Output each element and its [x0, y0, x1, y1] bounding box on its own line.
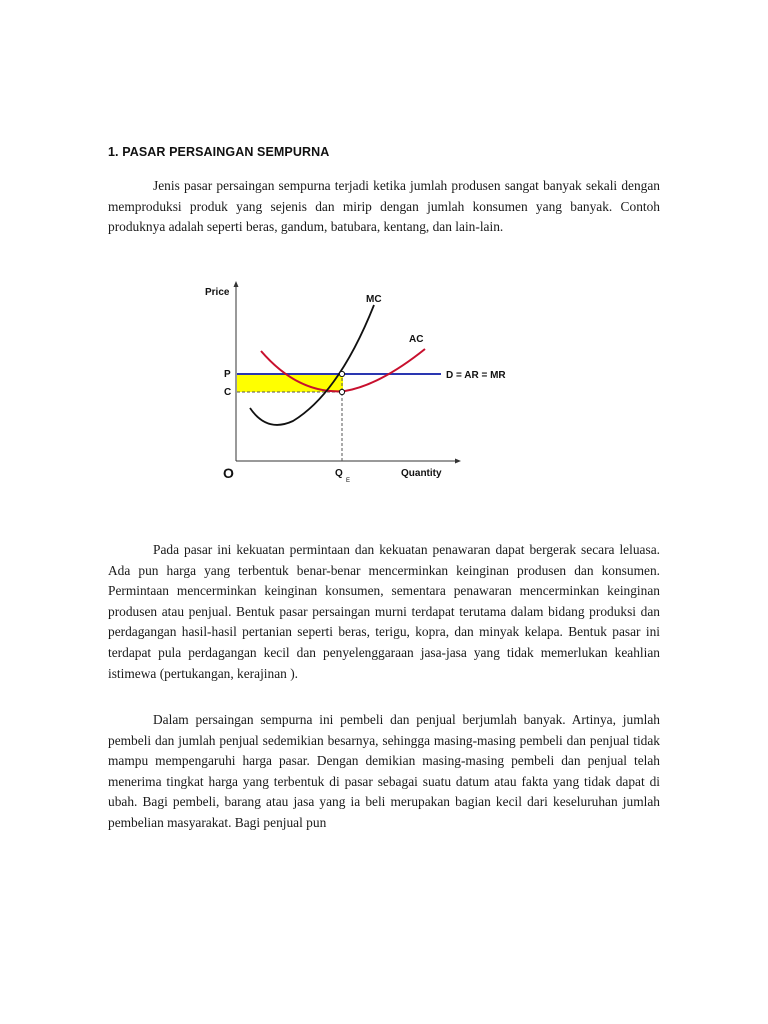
x-axis-arrow	[455, 459, 461, 464]
x-axis-label: Quantity	[401, 468, 442, 479]
y-axis-label: Price	[205, 287, 230, 298]
ac-label: AC	[409, 334, 424, 345]
demand-label: D = AR = MR	[446, 370, 506, 381]
origin-label: O	[223, 465, 234, 481]
mc-demand-point	[339, 371, 344, 376]
price-label: P	[224, 369, 231, 380]
cost-label: C	[224, 387, 232, 398]
ac-minimum-point	[339, 389, 344, 394]
quantity-subscript: E	[346, 478, 351, 484]
section-heading: 1. PASAR PERSAINGAN SEMPURNA	[108, 145, 330, 159]
mc-curve	[250, 305, 374, 425]
paragraph-intro: Jenis pasar persaingan sempurna terjadi ketika jumlah produsen sangat banyak sekali dengan memproduksi produk yang sejenis dan mirip dengan jumlah konsumen yang banyak. Contoh produknya adalah seperti beras, gandum, batubara, kentang, dan lain-lain.	[108, 178, 660, 235]
perfect-competition-diagram	[195, 275, 530, 490]
paragraph-buyers-sellers: Dalam persaingan sempurna ini pembeli dan penjual berjumlah banyak. Artinya, jumlah pembeli dan jumlah penjual sedemikian besarnya, sehingga masing-masing pembeli dan penjual tidak mampu mempengaruhi harga pasar. Dengan demikian masing-masing pembeli dan penjual telah menerima tingkat harga yang terbentuk di pasar sebagai suatu datum atau fakta yang tidak dapat di ubah. Bagi pembeli, barang atau jasa yang ia beli merupakan bagian kecil dari keseluruhan jumlah pembelian masyarakat. Bagi penjual pun	[108, 712, 660, 830]
quantity-label: Q	[335, 468, 343, 479]
paragraph-market-forces: Pada pasar ini kekuatan permintaan dan kekuatan penawaran dapat bergerak secara leluasa. Ada pun harga yang terbentuk benar-benar mencerminkan keinginan produsen dan konsumen. Permintaan mencerminkan keinginan konsumen, sementara penawaran mencerminkan keinginan produsen atau penjual. Bentuk pasar persaingan murni terdapat terutama dalam bidang produksi dan perdagangan hasil-hasil pertanian seperti beras, terigu, kopra, dan minyak kelapa. Bentuk pasar ini terdapat pula perdagangan kecil dan penyelenggaraan jasa-jasa yang tidak memerlukan keahlian istimewa (pertukangan, kerajinan ).	[108, 542, 660, 681]
mc-label: MC	[366, 294, 382, 305]
y-axis-arrow	[234, 281, 239, 287]
